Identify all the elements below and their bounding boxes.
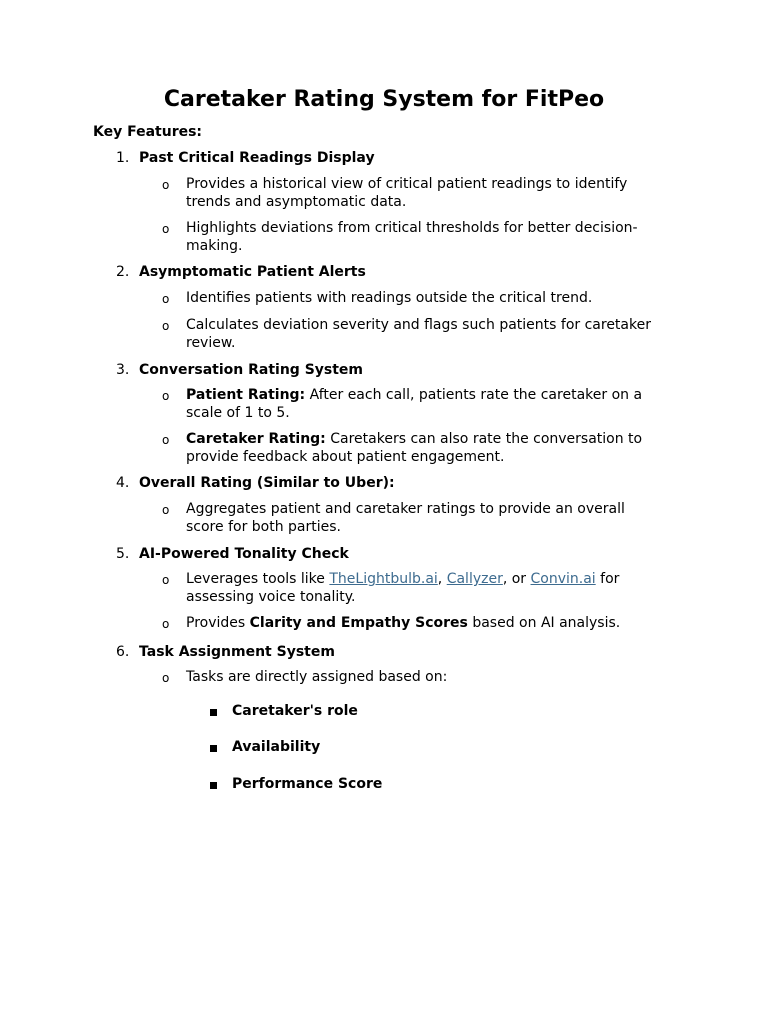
list-item: Tasks are directly assigned based on: xyxy=(186,669,448,685)
list-item xyxy=(186,431,666,466)
item-bold-label: Clarity and Empathy Scores xyxy=(249,615,468,631)
item-text: based on AI analysis. xyxy=(467,615,621,631)
circle-bullet-icon: o xyxy=(162,222,170,236)
item-bold-label: Caretaker Rating: xyxy=(186,431,326,447)
item-text: Caretakers can also rate the conversation to provide feedback about patient engagement. xyxy=(186,431,643,465)
section-1-heading xyxy=(116,149,375,167)
square-bullet-icon xyxy=(210,782,217,789)
circle-bullet-icon: o xyxy=(162,671,170,685)
square-bullet-icon xyxy=(210,709,217,716)
section-number: 2. xyxy=(116,264,130,280)
item-text: , or xyxy=(502,571,531,587)
list-item: Highlights deviations from critical thresholds for better decision-making. xyxy=(186,220,638,254)
key-features-label: Key Features: xyxy=(93,124,203,140)
circle-bullet-icon: o xyxy=(162,178,170,192)
item-text: for assessing voice tonality. xyxy=(186,571,620,605)
sub-list-item: Caretaker's role xyxy=(232,703,358,719)
list-item: Calculates deviation severity and flags such patients for caretaker review. xyxy=(186,317,651,351)
section-3-heading xyxy=(116,361,363,379)
circle-bullet-icon: o xyxy=(162,503,170,517)
circle-bullet-icon: o xyxy=(162,389,170,403)
section-number: 5. xyxy=(116,546,130,562)
list-item xyxy=(186,615,666,633)
list-item xyxy=(186,387,666,422)
circle-bullet-icon: o xyxy=(162,433,170,447)
circle-bullet-icon: o xyxy=(162,292,170,306)
section-title: AI-Powered Tonality Check xyxy=(139,546,349,562)
section-5-heading xyxy=(116,545,349,563)
thelightbulb-link[interactable]: TheLightbulb.ai xyxy=(329,571,438,587)
section-6-heading xyxy=(116,643,335,661)
item-bold-label: Patient Rating: xyxy=(186,387,306,403)
item-text: Leverages tools like xyxy=(186,571,330,587)
section-title: Task Assignment System xyxy=(139,644,335,660)
square-bullet-icon xyxy=(210,745,217,752)
section-title: Conversation Rating System xyxy=(139,362,364,378)
section-title: Past Critical Readings Display xyxy=(139,150,375,166)
section-title: Overall Rating (Similar to Uber): xyxy=(139,475,395,491)
item-text: , xyxy=(437,571,447,587)
section-2-heading xyxy=(116,263,366,281)
document-title: Caretaker Rating System for FitPeo xyxy=(163,87,605,112)
convin-link[interactable]: Convin.ai xyxy=(530,571,596,587)
list-item: Identifies patients with readings outside the critical trend. xyxy=(186,290,593,306)
section-title: Asymptomatic Patient Alerts xyxy=(139,264,366,280)
list-item: Provides a historical view of critical patient readings to identify trends and asymptomatic data. xyxy=(186,176,628,210)
circle-bullet-icon: o xyxy=(162,617,170,631)
sub-list-item: Performance Score xyxy=(232,776,383,792)
item-text: After each call, patients rate the caretaker on a scale of 1 to 5. xyxy=(186,387,643,421)
section-number: 4. xyxy=(116,475,130,491)
sub-list-item: Availability xyxy=(232,739,321,755)
list-item: Aggregates patient and caretaker ratings to provide an overall score for both parties. xyxy=(186,501,625,535)
section-number: 1. xyxy=(116,150,130,166)
callyzer-link[interactable]: Callyzer xyxy=(446,571,503,587)
item-text: Provides xyxy=(186,615,250,631)
list-item xyxy=(186,571,666,606)
section-number: 6. xyxy=(116,644,130,660)
circle-bullet-icon: o xyxy=(162,319,170,333)
section-number: 3. xyxy=(116,362,130,378)
circle-bullet-icon: o xyxy=(162,573,170,587)
section-4-heading xyxy=(116,474,395,492)
